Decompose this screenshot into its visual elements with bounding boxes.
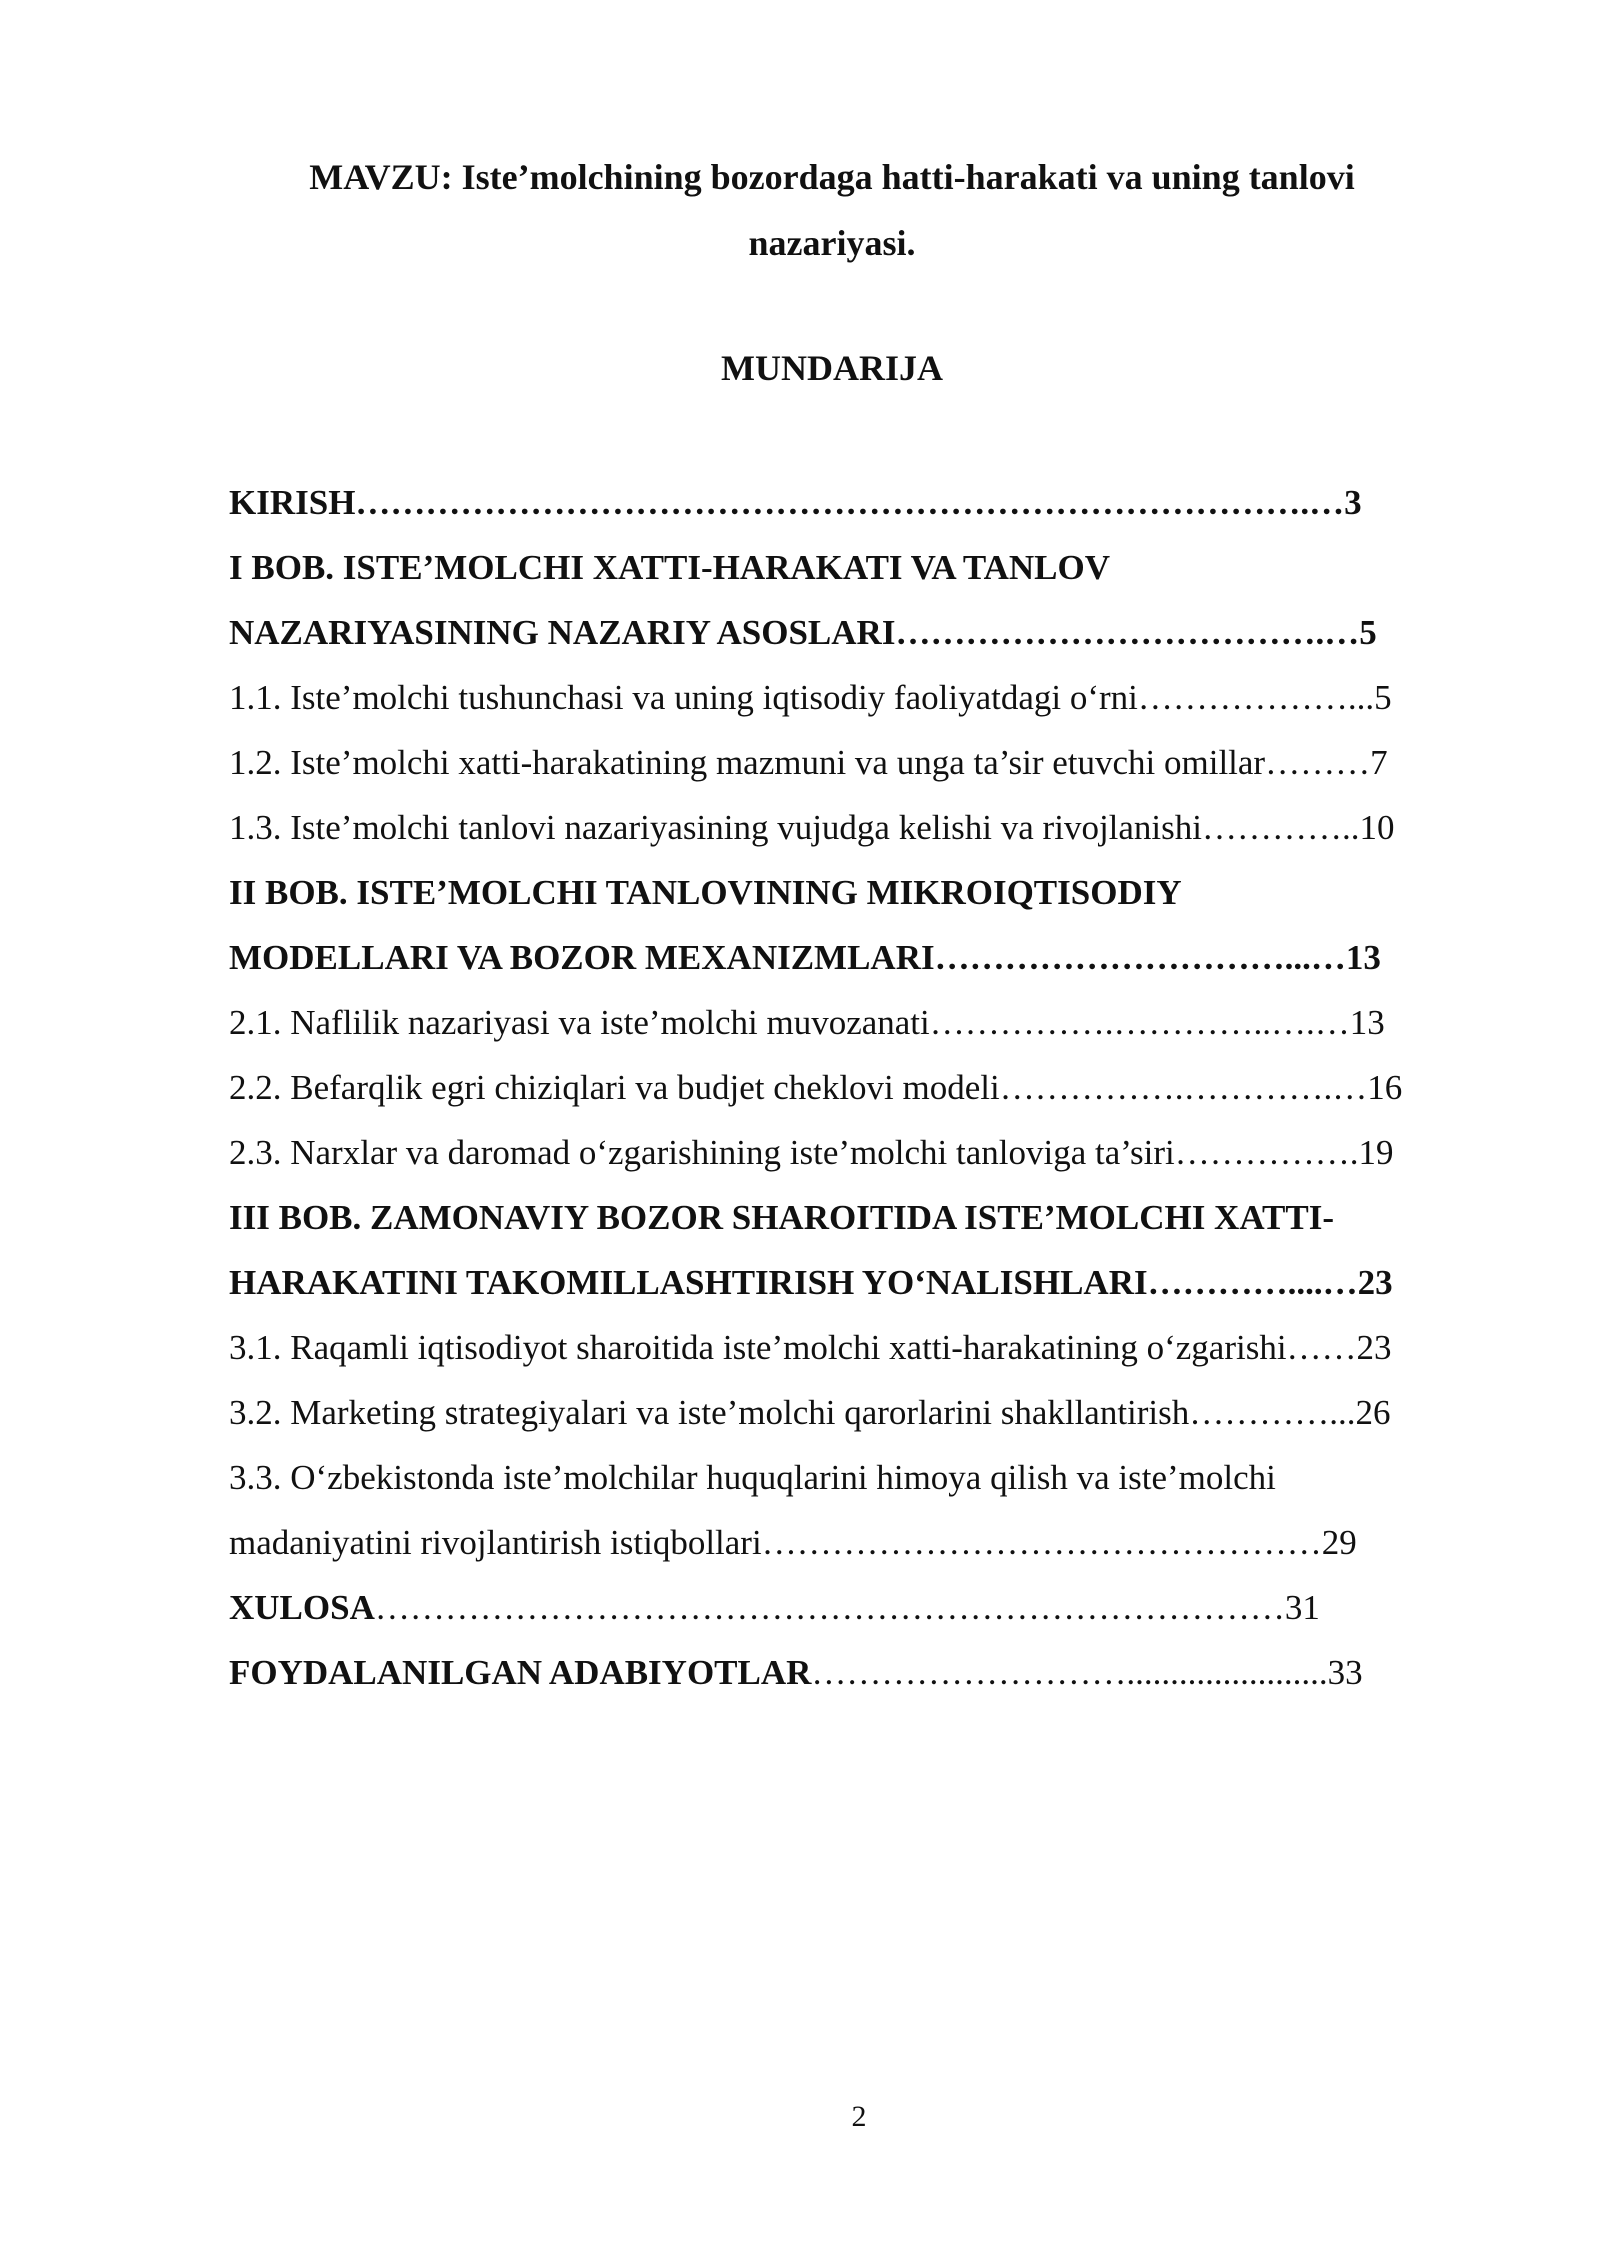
toc-line: HARAKATINI TAKOMILLASHTIRISH YO‘NALISHLARI…………....…23 xyxy=(229,1263,1393,1302)
toc-leader: ……………………………………………………………………31 xyxy=(374,1588,1320,1627)
toc-line: I BOB. ISTE’MOLCHI XATTI-HARAKATI VA TANLOV xyxy=(229,548,1111,587)
toc-line: madaniyatini rivojlantirish istiqbollari…………………………………………29 xyxy=(229,1523,1357,1562)
toc-leader: ……………………….......................33 xyxy=(811,1653,1363,1692)
toc-line: 1.3. Iste’molchi tanlovi nazariyasining vujudga kelishi va rivojlanishi…………..10 xyxy=(229,808,1395,847)
page-title: MAVZU: Iste’molchining bozordaga hatti-harakati va uning tanlovi nazariyasi. xyxy=(309,157,1355,263)
toc-line: KIRISH……………………………………………………………………….…3 xyxy=(229,483,1362,522)
toc-line-references xyxy=(229,1640,1481,1705)
toc-line: MODELLARI VA BOZOR MEXANIZMLARI…………………………...…13 xyxy=(229,938,1381,977)
toc-line: 2.3. Narxlar va daromad o‘zgarishining iste’molchi tanloviga ta’siri…………….19 xyxy=(229,1133,1394,1172)
page-number: 2 xyxy=(851,2100,867,2133)
toc-line: 3.2. Marketing strategiyalari va iste’molchi qarorlarini shakllantirish…………...26 xyxy=(229,1393,1391,1432)
toc-line: III BOB. ZAMONAVIY BOZOR SHAROITIDA ISTE’MOLCHI XATTI- xyxy=(229,1198,1334,1237)
toc-line: 3.1. Raqamli iqtisodiyot sharoitida iste’molchi xatti-harakatining o‘zgarishi……23 xyxy=(229,1328,1392,1367)
toc-bold-part: XULOSA xyxy=(229,1588,375,1627)
toc-line: 3.3. O‘zbekistonda iste’molchilar huquqlarini himoya qilish va iste’molchi xyxy=(229,1458,1276,1497)
toc-line: II BOB. ISTE’MOLCHI TANLOVINING MIKROIQTISODIY xyxy=(229,873,1182,912)
toc-line: 2.1. Naflilik nazariyasi va iste’molchi muvozanati…………….…………..….…13 xyxy=(229,1003,1385,1042)
toc-line: 1.1. Iste’molchi tushunchasi va uning iqtisodiy faoliyatdagi o‘rni………………...5 xyxy=(229,678,1392,717)
toc-line: NAZARIYASINING NAZARIY ASOSLARI……………………………….…5 xyxy=(229,613,1377,652)
contents-heading: MUNDARIJA xyxy=(721,348,943,388)
toc-line: 1.2. Iste’molchi xatti-harakatining mazmuni va unga ta’sir etuvchi omillar………7 xyxy=(229,743,1388,782)
toc-bold-part: FOYDALANILGAN ADABIYOTLAR xyxy=(229,1653,812,1692)
toc-line-conclusion xyxy=(229,1575,1481,1640)
table-of-contents xyxy=(229,470,1481,1705)
toc-line: 2.2. Befarqlik egri chiziqlari va budjet cheklovi modeli…………….………….…16 xyxy=(229,1068,1403,1107)
